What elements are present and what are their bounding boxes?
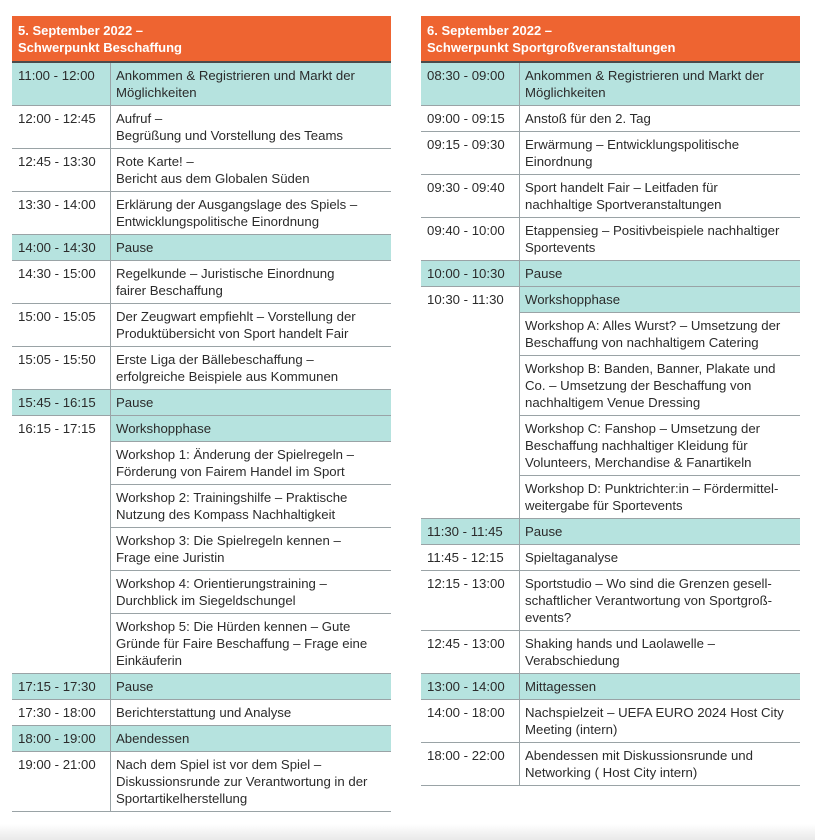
description-line: events? [525, 610, 572, 625]
description-line: Sport handelt Fair – Leitfaden für [525, 180, 718, 195]
time-cell: 11:30 - 11:45 [421, 519, 520, 545]
page-bottom-edge [0, 824, 815, 840]
description-cell [111, 149, 392, 192]
workshop-row [421, 356, 800, 416]
time-cell: 15:45 - 16:15 [12, 390, 111, 416]
schedule-row [421, 631, 800, 674]
description-cell [520, 545, 801, 571]
time-cell [12, 485, 111, 528]
description-line: Spieltaganalyse [525, 550, 619, 565]
workshop-row [12, 485, 391, 528]
time-cell: 09:15 - 09:30 [421, 132, 520, 175]
description-cell [111, 235, 392, 261]
schedule-row [421, 175, 800, 218]
description-line: Erwärmung – Entwicklungspolitische [525, 137, 740, 152]
time-cell: 19:00 - 21:00 [12, 752, 111, 812]
description-cell [520, 175, 801, 218]
schedule-row [12, 700, 391, 726]
description-line: Volunteers, Merchandise & Fanartikeln [525, 455, 752, 470]
description-line: Abendessen [116, 731, 190, 746]
description-cell [111, 752, 392, 812]
workshop-row [12, 442, 391, 485]
description-line: Abendessen mit Diskussionsrunde und [525, 748, 753, 763]
time-cell: 13:00 - 14:00 [421, 674, 520, 700]
schedule-row [421, 545, 800, 571]
day2-header-date: 6. September 2022 – [427, 23, 553, 38]
description-cell [111, 571, 392, 614]
description-cell [520, 571, 801, 631]
description-line: Anstoß für den 2. Tag [525, 111, 651, 126]
description-line: Ankommen & Registrieren und Markt der [116, 68, 355, 83]
description-line: Co. – Umsetzung der Beschaffung von [525, 378, 752, 393]
description-line: Workshop D: Punktrichter:in – Fördermittel- [525, 481, 779, 496]
description-cell [111, 674, 392, 700]
day2-header [421, 16, 800, 61]
schedule-row [421, 106, 800, 132]
description-line: Bericht aus dem Globalen Süden [116, 171, 310, 186]
schedule-row [12, 390, 391, 416]
description-line: Ankommen & Registrieren und Markt der [525, 68, 764, 83]
description-line: weitergabe für Sportevents [525, 498, 683, 513]
day1-header-date: 5. September 2022 – [18, 23, 144, 38]
schedule-row [421, 519, 800, 545]
schedule-row [12, 674, 391, 700]
description-cell [111, 442, 392, 485]
time-cell: 11:00 - 12:00 [12, 62, 111, 106]
description-cell [520, 287, 801, 313]
time-cell: 12:45 - 13:00 [421, 631, 520, 674]
description-cell [111, 528, 392, 571]
workshop-row [12, 614, 391, 674]
description-cell [111, 700, 392, 726]
schedule-row [12, 235, 391, 261]
description-line: Sportstudio – Wo sind die Grenzen gesell- [525, 576, 772, 591]
day2-schedule-table [421, 61, 800, 786]
description-line: Möglichkeiten [525, 85, 606, 100]
workshop-row [421, 416, 800, 476]
description-line: Rote Karte! – [116, 154, 194, 169]
description-line: Der Zeugwart empfiehlt – Vorstellung der [116, 309, 356, 324]
description-line: Einkäuferin [116, 653, 182, 668]
time-cell [12, 442, 111, 485]
description-line: Workshop 4: Orientierungstraining – [116, 576, 327, 591]
day2-header-focus: Schwerpunkt Sportgroßveranstaltungen [427, 40, 676, 55]
description-line: erfolgreiche Beispiele aus Kommunen [116, 369, 339, 384]
time-cell: 14:00 - 18:00 [421, 700, 520, 743]
day1-schedule-table [12, 61, 391, 812]
description-line: Pause [116, 395, 154, 410]
time-cell: 16:15 - 17:15 [18, 421, 96, 436]
description-cell [111, 261, 392, 304]
time-cell [421, 313, 520, 356]
schedule-row [421, 218, 800, 261]
schedule-row [421, 287, 800, 313]
description-line: Meeting (intern) [525, 722, 618, 737]
description-line: schaftlicher Verantwortung von Sportgroß- [525, 593, 773, 608]
schedule-row [12, 261, 391, 304]
description-cell [520, 674, 801, 700]
day1-column [12, 16, 391, 812]
description-line: Workshop C: Fanshop – Umsetzung der [525, 421, 761, 436]
time-cell: 11:45 - 12:15 [421, 545, 520, 571]
schedule-row [12, 726, 391, 752]
description-cell [520, 519, 801, 545]
description-cell [520, 356, 801, 416]
time-cell [421, 416, 520, 476]
description-line: Workshop A: Alles Wurst? – Umsetzung der [525, 318, 781, 333]
description-line: Gründe für Faire Beschaffung – Frage eine [116, 636, 368, 651]
description-line: Workshop 1: Änderung der Spielregeln – [116, 447, 355, 462]
description-line: Workshop 5: Die Hürden kennen – Gute [116, 619, 351, 634]
description-line: Networking ( Host City intern) [525, 765, 698, 780]
time-cell: 12:00 - 12:45 [12, 106, 111, 149]
time-cell: 13:30 - 14:00 [12, 192, 111, 235]
schedule-row [421, 743, 800, 786]
description-line: nachhaltigem Venue Dressing [525, 395, 701, 410]
time-cell: 17:30 - 18:00 [12, 700, 111, 726]
description-cell [111, 106, 392, 149]
time-cell [421, 356, 520, 416]
description-line: Sportartikelherstellung [116, 791, 248, 806]
schedule-row [12, 752, 391, 812]
time-cell: 15:05 - 15:50 [12, 347, 111, 390]
schedule-row [421, 261, 800, 287]
description-line: Erste Liga der Bällebeschaffung – [116, 352, 314, 367]
time-cell: 09:00 - 09:15 [421, 106, 520, 132]
schedule-row [12, 149, 391, 192]
description-line: Beschaffung von nachhaltigem Catering [525, 335, 759, 350]
time-cell: 15:00 - 15:05 [12, 304, 111, 347]
time-cell: 09:30 - 09:40 [421, 175, 520, 218]
description-line: Verabschiedung [525, 653, 620, 668]
description-cell [111, 192, 392, 235]
description-cell [520, 631, 801, 674]
time-cell: 14:00 - 14:30 [12, 235, 111, 261]
description-cell [520, 62, 801, 106]
description-cell [520, 416, 801, 476]
description-cell [520, 132, 801, 175]
schedule-row [12, 347, 391, 390]
time-cell [12, 528, 111, 571]
description-line: Beschaffung nachhaltiger Kleidung für [525, 438, 748, 453]
description-cell [111, 62, 392, 106]
description-cell [520, 106, 801, 132]
time-cell: 14:30 - 15:00 [12, 261, 111, 304]
description-cell [111, 614, 392, 674]
schedule-row [421, 674, 800, 700]
description-cell [520, 313, 801, 356]
description-cell [111, 390, 392, 416]
day1-header-focus: Schwerpunkt Beschaffung [18, 40, 182, 55]
description-line: Einordnung [525, 154, 593, 169]
description-cell [520, 476, 801, 519]
description-line: Begrüßung und Vorstellung des Teams [116, 128, 344, 143]
day1-header [12, 16, 391, 61]
workshop-row [12, 528, 391, 571]
description-line: Aufruf – [116, 111, 163, 126]
schedule-row [12, 192, 391, 235]
description-cell [520, 218, 801, 261]
description-line: Diskussionsrunde zur Verantwortung in der [116, 774, 368, 789]
description-line: Mittagessen [525, 679, 597, 694]
time-cell [421, 476, 520, 519]
description-line: nachhaltige Sportveranstaltungen [525, 197, 722, 212]
schedule-row [421, 62, 800, 106]
description-line: Entwicklungspolitische Einordnung [116, 214, 320, 229]
description-line: Frage eine Juristin [116, 550, 225, 565]
description-cell [111, 485, 392, 528]
description-line: Pause [525, 266, 563, 281]
time-cell: 18:00 - 22:00 [421, 743, 520, 786]
time-cell [12, 571, 111, 614]
description-line: Möglichkeiten [116, 85, 197, 100]
description-line: fairer Beschaffung [116, 283, 223, 298]
schedule-row [421, 571, 800, 631]
description-line: Workshopphase [116, 421, 212, 436]
time-cell: 18:00 - 19:00 [12, 726, 111, 752]
time-cell [12, 614, 111, 674]
schedule-row [12, 416, 391, 442]
description-line: Produktübersicht von Sport handelt Fair [116, 326, 349, 341]
description-cell [111, 347, 392, 390]
schedule-row [421, 700, 800, 743]
description-cell [111, 726, 392, 752]
description-cell [111, 304, 392, 347]
time-cell: 17:15 - 17:30 [12, 674, 111, 700]
description-line: Etappensieg – Positivbeispiele nachhaltiger [525, 223, 780, 238]
description-line: Durchblick im Siegeldschungel [116, 593, 296, 608]
description-cell [520, 261, 801, 287]
description-line: Nach dem Spiel ist vor dem Spiel – [116, 757, 322, 772]
description-cell [520, 700, 801, 743]
time-cell: 10:00 - 10:30 [421, 261, 520, 287]
description-line: Regelkunde – Juristische Einordnung [116, 266, 335, 281]
description-line: Nutzung des Kompass Nachhaltigkeit [116, 507, 336, 522]
schedule-row [12, 106, 391, 149]
time-cell: 10:30 - 11:30 [427, 292, 504, 307]
schedule-row [421, 132, 800, 175]
description-line: Pause [525, 524, 563, 539]
description-line: Sportevents [525, 240, 596, 255]
description-line: Workshopphase [525, 292, 621, 307]
time-cell: 09:40 - 10:00 [421, 218, 520, 261]
description-line: Workshop B: Banden, Banner, Plakate und [525, 361, 776, 376]
description-line: Workshop 2: Trainingshilfe – Praktische [116, 490, 348, 505]
description-line: Berichterstattung und Analyse [116, 705, 292, 720]
schedule-row [12, 304, 391, 347]
description-line: Pause [116, 679, 154, 694]
day2-column [421, 16, 800, 786]
description-line: Shaking hands und Laolawelle – [525, 636, 715, 651]
schedule-row [12, 62, 391, 106]
description-line: Nachspielzeit – UEFA EURO 2024 Host City [525, 705, 784, 720]
description-cell [111, 416, 392, 442]
time-cell: 08:30 - 09:00 [421, 62, 520, 106]
description-line: Pause [116, 240, 154, 255]
workshop-row [421, 313, 800, 356]
workshop-row [12, 571, 391, 614]
description-line: Workshop 3: Die Spielregeln kennen – [116, 533, 341, 548]
time-cell: 12:45 - 13:30 [12, 149, 111, 192]
description-line: Erklärung der Ausgangslage des Spiels – [116, 197, 358, 212]
description-cell [520, 743, 801, 786]
workshop-row [421, 476, 800, 519]
description-line: Förderung von Fairem Handel im Sport [116, 464, 345, 479]
time-cell: 12:15 - 13:00 [421, 571, 520, 631]
